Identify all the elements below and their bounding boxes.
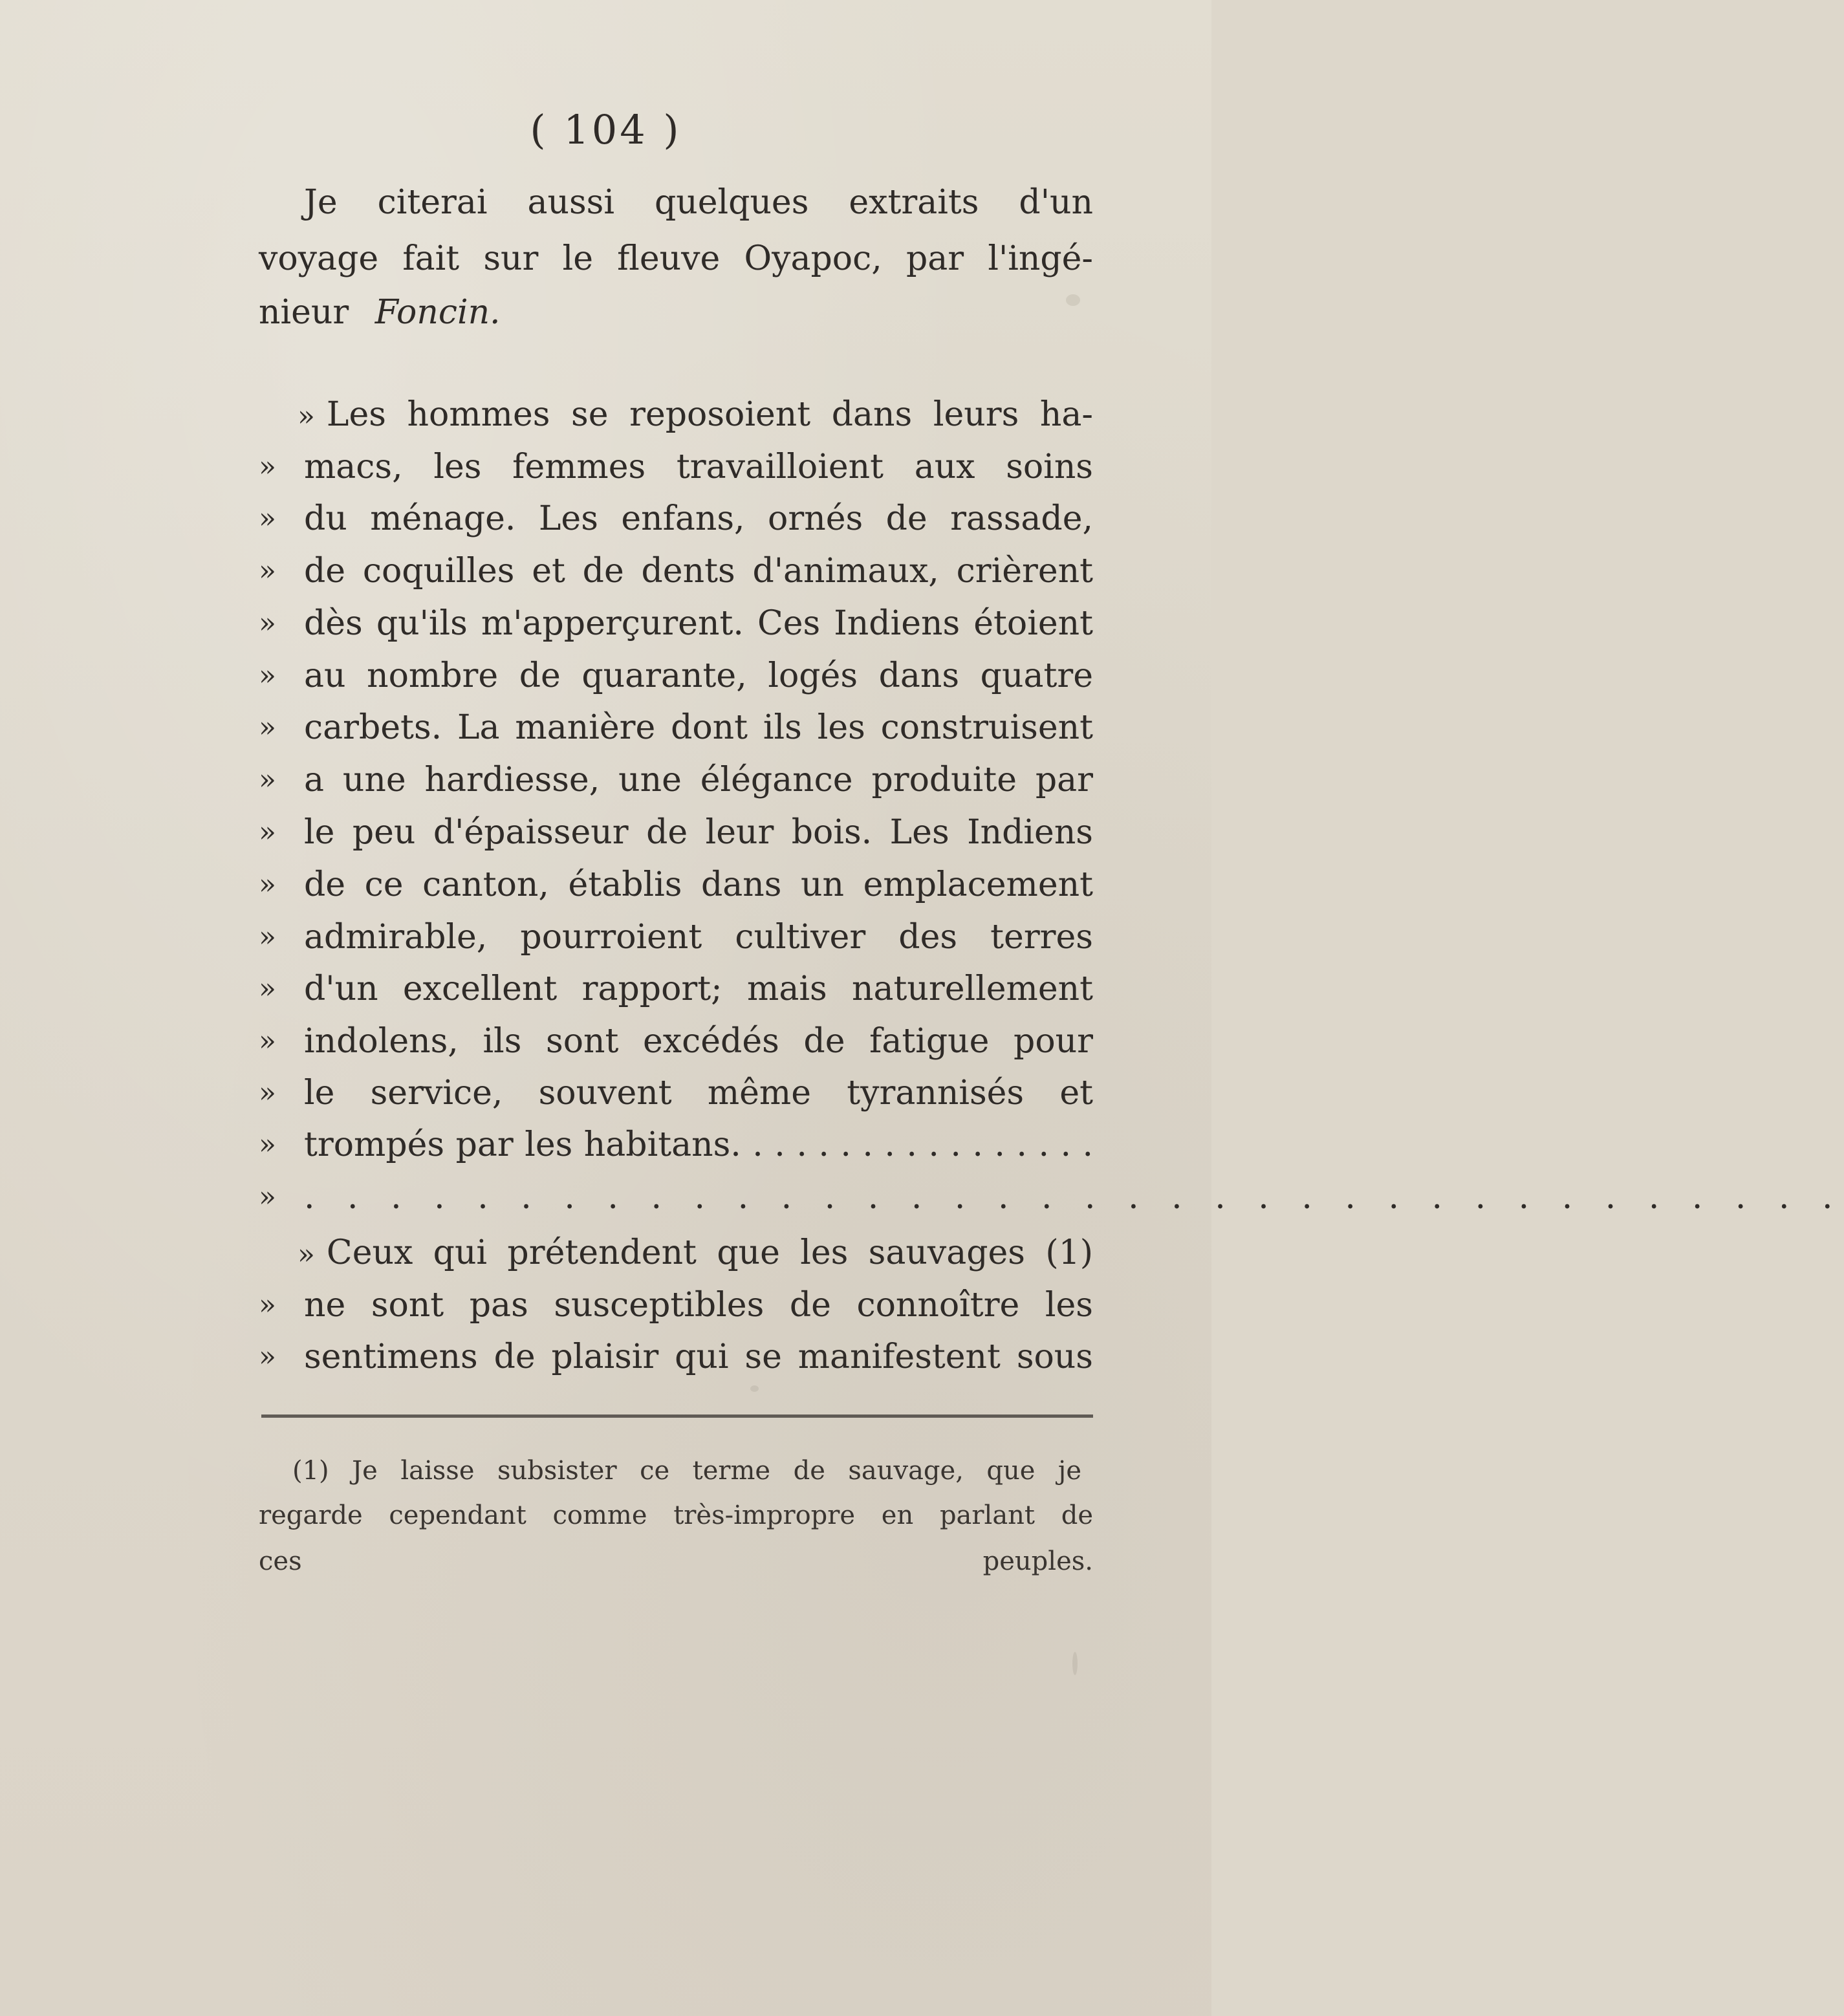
quoted-line: » le peu d'épaisseur de leur bois. Les Indiens: [304, 810, 1093, 855]
continuation-quote-mark: »: [259, 1180, 276, 1213]
quoted-line: » dès qu'ils m'apperçurent. Ces Indiens étoient: [304, 601, 1093, 646]
quoted-line: » carbets. La manière dont ils les construisent: [304, 705, 1093, 750]
continuation-quote-mark: »: [259, 868, 276, 901]
paper-mark: [750, 1385, 759, 1392]
quoted-line: » macs, les femmes travailloient aux soins: [304, 444, 1093, 490]
continuation-quote-mark: »: [259, 1024, 276, 1057]
quoted-line: » sentimens de plaisir qui se manifestent sous: [304, 1334, 1093, 1380]
quoted-line: » le service, souvent même tyrannisés et: [304, 1070, 1093, 1116]
quoted-line: » Les hommes se reposoient dans leurs ha-: [298, 395, 1093, 434]
intro-line: voyage fait sur le fleuve Oyapoc, par l'ingé-: [259, 239, 1093, 278]
quoted-line: » au nombre de quarante, logés dans quatre: [304, 653, 1093, 699]
quoted-line: » de ce canton, établis dans un emplacement: [304, 862, 1093, 907]
opening-quote-mark: »: [298, 1238, 315, 1271]
continuation-quote-mark: »: [259, 763, 276, 796]
opening-quote-mark: »: [298, 400, 315, 433]
continuation-quote-mark: »: [259, 607, 276, 640]
footnote-line: (1) Je laisse subsister ce terme de sauvage, que je: [292, 1456, 1081, 1486]
quoted-line: » Ceux qui prétendent que les sauvages (1): [298, 1233, 1093, 1272]
continuation-quote-mark: »: [259, 1076, 276, 1109]
intro-line: nieur Foncin.: [259, 293, 501, 332]
page-number-header: ( 104 ): [530, 106, 682, 153]
paper-mark: [1072, 1652, 1078, 1675]
footnote-separator: [261, 1414, 1093, 1418]
continuation-quote-mark: »: [259, 711, 276, 744]
continuation-quote-mark: »: [259, 450, 276, 483]
footnote-line: ces peuples.: [259, 1546, 1093, 1576]
quoted-line: » a une hardiesse, une élégance produite par: [304, 757, 1093, 803]
continuation-quote-mark: »: [259, 554, 276, 587]
continuation-quote-mark: »: [259, 920, 276, 953]
quoted-line: » indolens, ils sont excédés de fatigue pour: [304, 1019, 1093, 1064]
quoted-line: » admirable, pourroient cultiver des terres: [304, 915, 1093, 960]
continuation-quote-mark: »: [259, 1128, 276, 1161]
quoted-line: » . . . . . . . . . . . . . . . . . . . . . . . . . . . . . . . . . . . .: [304, 1175, 1093, 1220]
quoted-line: » trompés par les habitans. . . . . . . . . . . . . . . . .: [304, 1122, 1093, 1167]
footnote-line: regarde cependant comme très-impropre en parlant de: [259, 1501, 1093, 1530]
intro-line: Je citerai aussi quelques extraits d'un: [304, 183, 1093, 222]
continuation-quote-mark: »: [259, 972, 276, 1005]
quoted-line: » de coquilles et de dents d'animaux, crièrent: [304, 548, 1093, 594]
quoted-line: » du ménage. Les enfans, ornés de rassade,: [304, 496, 1093, 541]
continuation-quote-mark: »: [259, 816, 276, 849]
continuation-quote-mark: »: [259, 502, 276, 535]
continuation-quote-mark: »: [259, 659, 276, 692]
quoted-line: » d'un excellent rapport; mais naturellement: [304, 966, 1093, 1012]
continuation-quote-mark: »: [259, 1340, 276, 1373]
engineer-name: Foncin.: [374, 293, 501, 332]
quoted-line: » ne sont pas susceptibles de connoître les: [304, 1283, 1093, 1328]
continuation-quote-mark: »: [259, 1288, 276, 1321]
